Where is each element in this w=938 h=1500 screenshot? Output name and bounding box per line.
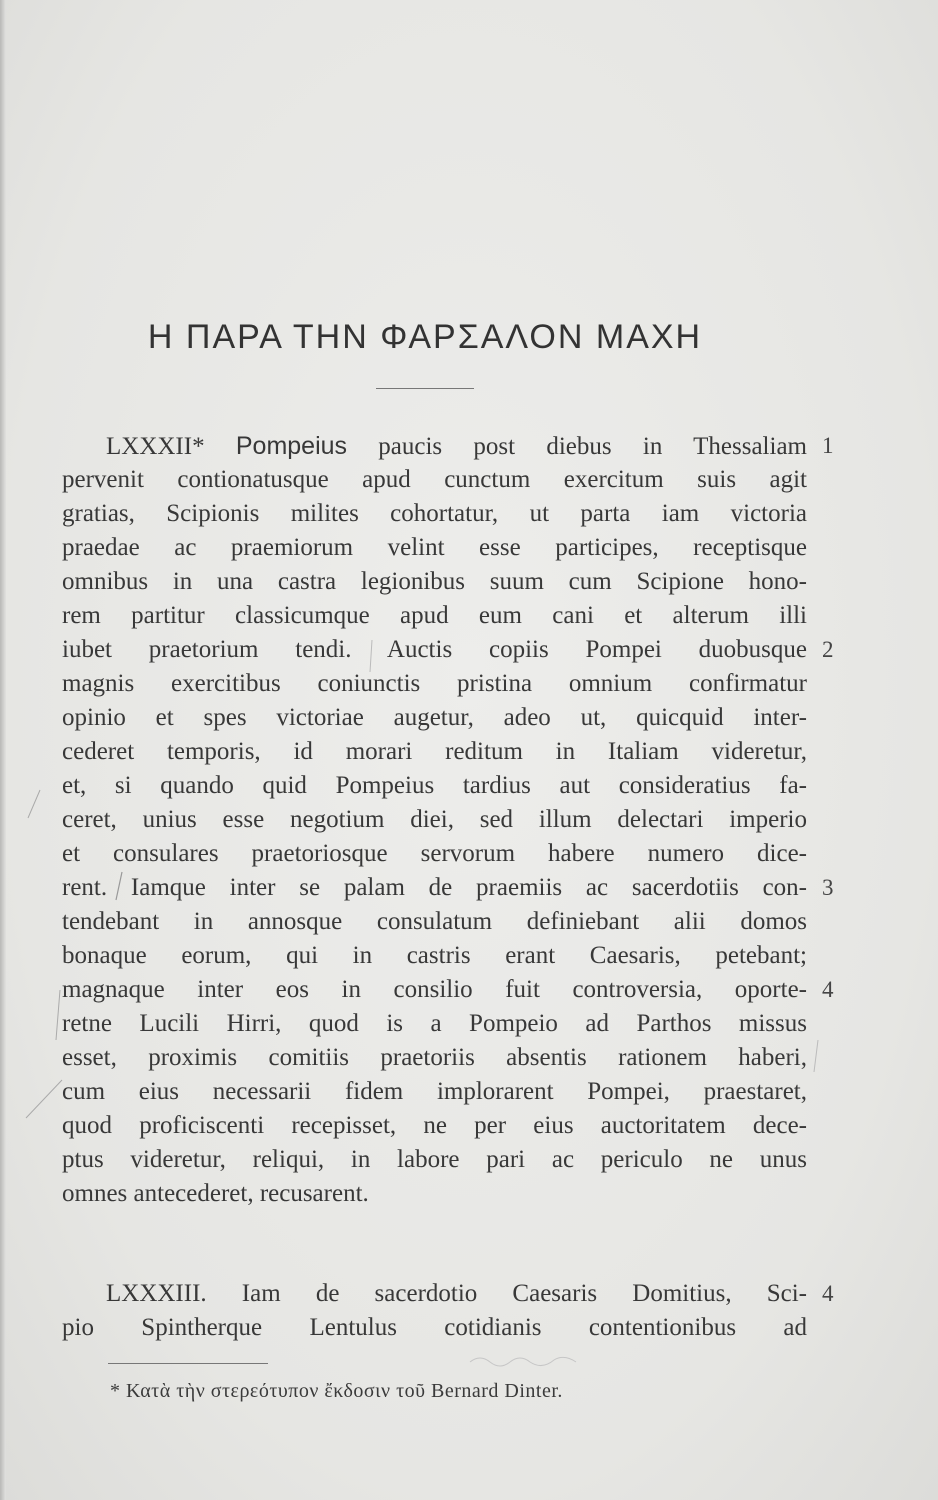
line-text: paucis post diebus in Thessaliam	[347, 433, 807, 460]
page-title: Η ΠΑΡΑ ΤΗΝ ΦΑΡΣΑΛΟΝ ΜΑΧΗ	[147, 318, 703, 356]
text-line: pervenit contionatusque apud cunctum exercitum suis agit	[62, 466, 807, 493]
text-line: gratias, Scipionis milites cohortatur, ut parta iam victoria	[62, 500, 807, 527]
footnote-text: Κατὰ τὴν στερεότυπον ἔκδοσιν τοῦ Bernard Dinter.	[120, 1380, 563, 1402]
section-number: 4	[822, 977, 834, 1002]
section-number: 1	[822, 433, 834, 458]
pencil-scribble	[470, 1357, 576, 1366]
section-number: 4	[822, 1281, 834, 1306]
text-line: rent. Iamque inter se palam de praemiis ac sacerdotiis con-	[62, 874, 807, 901]
text-line: LXXXIII. Iam de sacerdotio Caesaris Domitius, Sci-	[106, 1280, 807, 1307]
text-line: ceret, unius esse negotium diei, sed illum delectari imperio	[62, 806, 807, 833]
pencil-stroke	[56, 990, 60, 1040]
title-divider	[376, 388, 474, 389]
text-line: et consulares praetoriosque servorum habere numero dice-	[62, 840, 807, 867]
text-line: rem partitur classicumque apud eum cani et alterum illi	[62, 602, 807, 629]
text-line: quod proficiscenti recepisset, ne per eius auctoritatem dece-	[62, 1112, 807, 1139]
text-line	[106, 429, 807, 463]
footnote-marker: *	[110, 1380, 121, 1402]
text-line: magnis exercitibus coniunctis pristina omnium confirmatur	[62, 670, 807, 697]
text-line: omnes antecederet, recusarent.	[62, 1180, 369, 1207]
text-line: opinio et spes victoriae augetur, adeo ut, quicquid inter-	[62, 704, 807, 731]
section-number: 2	[822, 637, 834, 662]
text-line: omnibus in una castra legionibus suum cum Scipione hono-	[62, 568, 807, 595]
chapter-lead-word: Pompeius	[235, 432, 348, 460]
pencil-stroke	[28, 790, 40, 818]
text-line: retne Lucili Hirri, quod is a Pompeio ad Parthos missus	[62, 1010, 807, 1037]
text-line: iubet praetorium tendi. Auctis copiis Pompei duobusque	[62, 636, 807, 663]
text-line: et, si quando quid Pompeius tardius aut consideratius fa-	[62, 772, 807, 799]
text-line: magnaque inter eos in consilio fuit controversia, oporte-	[62, 976, 807, 1003]
text-line: bonaque eorum, qui in castris erant Caesaris, petebant;	[62, 942, 807, 969]
section-number: 3	[822, 875, 834, 900]
footnote	[110, 1376, 730, 1406]
text-line: tendebant in annosque consulatum definiebant alii domos	[62, 908, 807, 935]
pencil-stroke	[26, 1080, 62, 1118]
footnote-divider	[108, 1363, 268, 1364]
chapter-number: LXXXII*	[106, 433, 236, 460]
text-line: cederet temporis, id morari reditum in Italiam videretur,	[62, 738, 807, 765]
text-line: esset, proximis comitiis praetoriis absentis rationem haberi,	[62, 1044, 807, 1071]
text-line: ptus videretur, reliqui, in labore pari ac periculo ne unus	[62, 1146, 807, 1173]
pencil-stroke	[814, 1040, 818, 1072]
text-line: praedae ac praemiorum velint esse participes, receptisque	[62, 534, 807, 561]
text-line: cum eius necessarii fidem implorarent Pompei, praestaret,	[62, 1078, 807, 1105]
page-edge-shadow	[0, 0, 6, 1500]
text-line: pio Spintherque Lentulus cotidianis contentionibus ad	[62, 1314, 807, 1341]
